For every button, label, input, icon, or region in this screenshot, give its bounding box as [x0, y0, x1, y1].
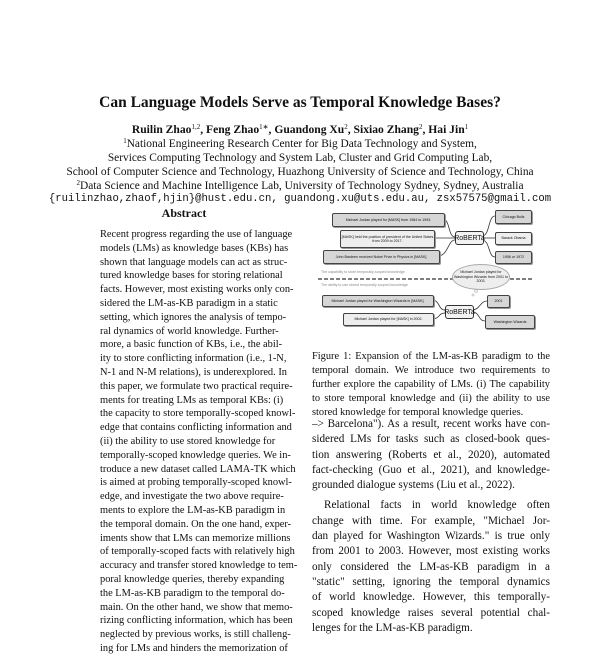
text-line: sidered the LM-as-KB paradigm in a static — [100, 297, 278, 309]
figure-caption — [312, 350, 550, 420]
text-line: ity to store conflicting information (i.e., 1-N, — [100, 353, 287, 365]
input-box: John Bardeen received Nobel Prize in Physics in [MASK]. — [323, 250, 440, 264]
text-line: the capacity to store temporally-scoped knowl- — [100, 408, 296, 420]
input-box: [MASK] held the position of president of the United States from 2009 to 2017. — [340, 230, 435, 248]
text-line: Figure 1: Expansion of the LM-as-KB paradigm to the — [312, 351, 550, 362]
text-line: more, a basic function of KBs, i.e., the abil- — [100, 339, 283, 351]
input-box: Michael Jordan played for [MASK] in 2002. — [343, 313, 434, 326]
text-line: tured knowledge bases for storing relational — [100, 270, 283, 282]
text-line: facts. However, most existing works only con- — [100, 284, 294, 296]
text-line: Recent progress regarding the use of language — [100, 229, 293, 240]
text-line: poral knowledge queries, thereby expanding — [100, 573, 285, 585]
affiliation-line — [0, 137, 600, 150]
text-line: Relational facts in world knowledge often — [324, 499, 550, 512]
author-sup: 1∗ — [259, 123, 269, 131]
text-line: grounded dialogue systems (Liu et al., 2022). — [312, 479, 515, 492]
text-line: this paper, we formulate two practical require- — [100, 380, 293, 392]
output-box: 2001 — [487, 295, 510, 308]
label-store: The capability to store temporally-scoped knowledge — [321, 270, 405, 274]
text-line: from 2001 to 2003. However, most existing works — [312, 545, 550, 558]
body-text — [312, 417, 550, 636]
affiliation-text: Data Science and Machine Intelligence Lab, University of Technology Sydney, Sydney, Australia — [79, 180, 524, 192]
text-line: scoped knowledge raises several potential chal- — [312, 606, 550, 619]
author-emails: {ruilinzhao,zhaof,hjin}@hust.edu.cn, guandong.xu@uts.edu.au, zsx57575@gmail.com — [48, 193, 552, 205]
affiliation-text: School of Computer Science and Technology, Huazhong University of Science and Technology, China — [66, 166, 534, 178]
label-use: The ability to use stored temporally-scoped knowledge — [321, 283, 408, 287]
author-name: Guandong Xu — [274, 123, 345, 136]
paper-title: Can Language Models Serve as Temporal Knowledge Bases? — [99, 94, 501, 111]
text-line: of temporally-scoped facts with relatively high — [100, 546, 295, 558]
affiliation-line — [0, 179, 600, 192]
text-line: accuracy and transfer stored knowledge to tem- — [100, 560, 298, 572]
author-name: Feng Zhao — [206, 123, 260, 136]
text-line: N-1 and N-M relations), is underexplored. In — [100, 366, 287, 378]
text-line: neglected by previous works, is still challeng- — [100, 629, 291, 641]
author-list: Ruilin Zhao$^{1,2}$, Feng Zhao$^{1∗}$, Guandong Xu$^2$, Sixiao Zhang$^2$, Hai Jin$^1$ — [131, 123, 469, 136]
text-line: lenges for the LM-as-KB paradigm. — [312, 621, 473, 634]
affiliation-text: National Engineering Research Center for Big Data Technology and System, — [126, 138, 477, 150]
text-line: "static" setting, ignoring the temporal dynamics — [312, 575, 550, 588]
author-sup: 2 — [344, 123, 348, 131]
text-line: ral dynamics of world knowledge. Further- — [100, 325, 279, 337]
text-line: further explore the capability of LMs. (i) The capability — [312, 379, 550, 390]
text-line: change with time. For example, "Michael Jor- — [312, 514, 550, 527]
text-line: to store temporal knowledge and (ii) the ability to use — [312, 393, 550, 404]
abstract-body — [100, 228, 298, 656]
author-sup: 2 — [418, 123, 423, 131]
text-line: temporally-scoped knowledge queries. We in- — [100, 449, 291, 461]
knowledge-cloud: Michael Jordan played for Washington Wizards from 2001 to 2003. — [452, 264, 510, 290]
text-line: main. On the other hand, we show that memo- — [100, 601, 293, 613]
text-line: edge that contains conflicting information and — [100, 422, 292, 434]
text-line: sidered LMs for tasks such as closed-book ques- — [312, 433, 550, 446]
text-line: ments to explore the LM-as-KB paradigm in — [100, 504, 286, 516]
affiliation-sup: 1 — [123, 137, 127, 145]
text-line: fact-checking (Guo et al., 2021), and knowledge- — [312, 463, 550, 476]
text-line: tion answering (Roberts et al., 2020), automated — [312, 448, 550, 461]
text-line: –> Barcelona"). As a result, recent works have con- — [312, 418, 550, 430]
text-line: the LM-as-KB paradigm to the temporal do- — [100, 587, 285, 599]
affiliation-text: Services Computing Technology and System Lab, Cluster and Grid Computing Lab, — [107, 152, 493, 164]
text-line: temporal domain. We introduce two requirements to — [312, 365, 550, 376]
model-box: RoBERTa — [445, 305, 474, 319]
text-line: models (LMs) as knowledge bases (KBs) has — [100, 242, 289, 254]
text-line: stored knowledge for temporal knowledge queries. — [312, 407, 524, 418]
author-name: Sixiao Zhang — [353, 123, 419, 136]
input-box: Michael Jordan played for [MASK] from 1984 to 1993. — [332, 213, 445, 227]
text-line: troduce a new dataset called LAMA-TK which — [100, 463, 296, 475]
output-box: Barack Obama — [495, 232, 532, 245]
model-box: RoBERTa — [455, 231, 484, 245]
text-line: (ii) the ability to use stored knowledge for — [100, 435, 276, 447]
text-line: dan played for Washington Wizards." is true only — [312, 530, 550, 543]
text-line: ments for treating LMs as temporal KBs: (i) — [100, 394, 284, 406]
author-sup: 1,2 — [191, 123, 201, 131]
affiliation-sup: 2 — [76, 179, 80, 187]
output-box: 1956 or 1972 — [495, 251, 532, 264]
output-box: Chicago Bulls — [495, 210, 532, 224]
author-name: Hai Jin — [428, 123, 465, 136]
abstract-heading: Abstract — [161, 206, 207, 220]
text-line: of world knowledge. However, this temporally- — [312, 591, 550, 604]
text-line: setting, which ignores the analysis of tempo- — [100, 311, 287, 323]
affiliation-line — [0, 151, 600, 164]
text-line: rizing conflicting information, which has been — [100, 615, 293, 627]
author-name: Ruilin Zhao — [131, 123, 192, 136]
author-sup: 1 — [464, 123, 469, 131]
text-line: edge, and investigate the two above require- — [100, 491, 284, 503]
text-line: shown that language models can act as struc- — [100, 256, 288, 268]
text-line: is aimed at probing temporally-scoped knowl- — [100, 477, 292, 489]
text-line: ing for LMs and hinders the memorization of — [100, 642, 288, 654]
text-line: only considered the LM-as-KB paradigm in a — [312, 560, 550, 573]
input-box: Michael Jordan played for Washington Wizards in [MASK]. — [322, 295, 434, 307]
text-line: iments show that LMs can memorize millions — [100, 532, 291, 544]
output-box: Washington Wizards — [485, 315, 535, 329]
text-line: the temporal domain. On the one hand, exper- — [100, 518, 292, 530]
affiliation-line — [0, 165, 600, 178]
